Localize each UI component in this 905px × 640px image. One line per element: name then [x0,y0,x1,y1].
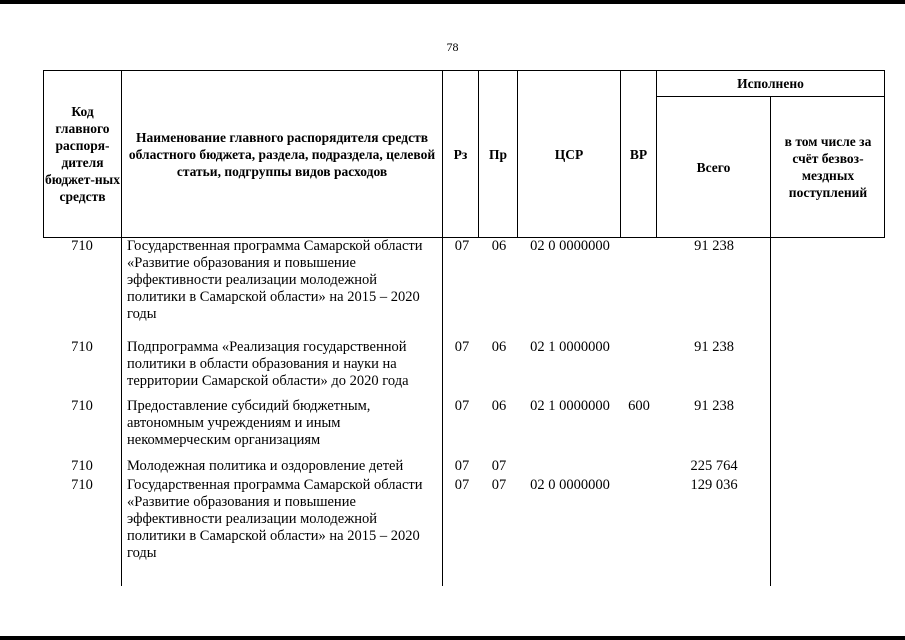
row-total: 91 238 [694,238,734,254]
row-name: Предоставление субсидий бюджетным, автономным учреждениям и иным некоммерческим организациям [127,398,371,448]
row-rz: 07 [454,477,470,493]
row-total: 91 238 [694,339,734,355]
row-code: 710 [71,398,93,414]
row-csr: 02 0 0000000 [530,477,610,493]
row-name: Государственная программа Самарской области «Развитие образования и повышение эффективности реализации молодежной политики в Самарской области» на 2015 – 2020 годы [127,477,423,561]
header-vr: ВР [629,146,648,162]
row-pr: 06 [491,339,507,355]
row-code: 710 [71,238,93,254]
row-name: Государственная программа Самарской области «Развитие образования и повышение эффективности реализации молодежной политики в Самарской области» на 2015 – 2020 годы [127,238,423,322]
header-pr: Пр [488,146,507,162]
row-csr: 02 1 0000000 [530,339,610,355]
divider [442,238,443,586]
row-name: Подпрограмма «Реализация государственной политики в области образования и науки на территории Самарской области» до 2020 года [127,339,409,389]
header-rz: Рз [453,146,468,162]
row-total: 129 036 [690,477,738,493]
row-code: 710 [71,477,93,493]
top-border [0,0,905,4]
header-total: Всего [696,159,731,175]
row-csr: 02 1 0000000 [530,398,610,414]
row-vr: 600 [628,398,650,414]
divider [121,238,122,586]
row-name: Молодежная политика и оздоровление детей [127,458,404,474]
row-rz: 07 [454,339,470,355]
divider [770,96,771,238]
row-pr: 07 [491,458,507,474]
header-executed: Исполнено [737,76,804,91]
page-number: 78 [446,40,459,54]
row-rz: 07 [454,238,470,254]
header-code: Код главного распоря-дителя бюджет-ных средств [45,104,120,204]
row-pr: 07 [491,477,507,493]
row-pr: 06 [491,238,507,254]
row-csr: 02 0 0000000 [530,238,610,254]
divider [770,238,771,586]
row-pr: 06 [491,398,507,414]
row-total: 225 764 [690,458,738,474]
header-gratuitous: в том числе за счёт безвоз-мездных поступлений [784,134,872,200]
row-code: 710 [71,458,93,474]
row-total: 91 238 [694,398,734,414]
header-name: Наименование главного распорядителя средств областного бюджета, раздела, подраздела, целевой статьи, подгруппы видов расходов [128,129,436,179]
row-code: 710 [71,339,93,355]
row-rz: 07 [454,458,470,474]
header-csr: ЦСР [554,146,584,162]
divider [121,70,122,238]
bottom-border [0,636,905,640]
row-rz: 07 [454,398,470,414]
